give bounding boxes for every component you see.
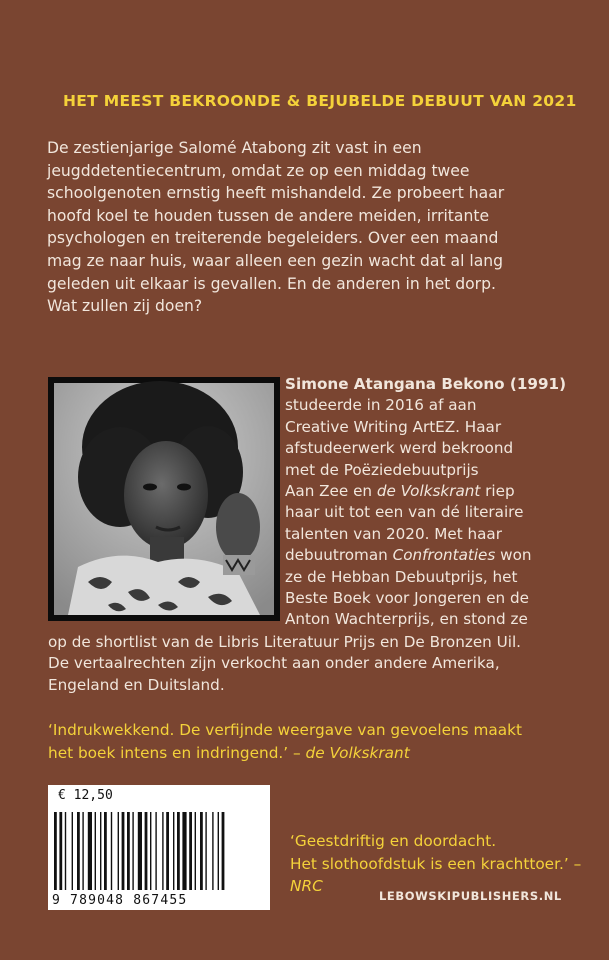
quote-text: Het slothoofdstuk is een krachttoer.’ –: [290, 854, 582, 873]
synopsis-line: Wat zullen zij doen?: [47, 297, 203, 316]
newspaper-title: de Volkskrant: [376, 482, 481, 501]
barcode: [52, 812, 268, 892]
bio-line: haar uit tot een van dé literaire: [285, 503, 524, 522]
bio-text: Aan Zee en: [285, 482, 377, 501]
synopsis-line: geleden uit elkaar is gevallen. En de anderen in het dorp.: [47, 274, 496, 293]
quote-source: NRC: [290, 877, 323, 895]
quote-line: ‘Indrukwekkend. De verfijnde weergave van gevoelens maakt: [48, 721, 523, 739]
bio-text: won: [495, 546, 532, 565]
synopsis-line: De zestienjarige Salomé Atabong zit vast in een: [47, 139, 422, 157]
bio-line: afstudeerwerk werd bekroond: [285, 439, 514, 458]
author-bio-continued: [48, 632, 588, 696]
bio-line: De vertaalrechten zijn verkocht aan onder andere Amerika,: [48, 654, 500, 673]
quote-line: [48, 742, 578, 765]
publisher-url: LEBOWSKIPUBLISHERS.NL: [379, 889, 562, 903]
bio-line: Anton Wachterprijs, en stond ze: [285, 610, 528, 629]
bio-line: [285, 545, 575, 566]
synopsis-line: mag ze naar huis, waar alleen een gezin wacht dat al lang: [47, 251, 504, 270]
bio-line: studeerde in 2016 af aan: [285, 396, 477, 415]
synopsis-line: hoofd koel te houden tussen de andere meiden, irritante: [47, 206, 490, 225]
synopsis-line: schoolgenoten ernstig heeft mishandeld. Ze probeert haar: [47, 184, 505, 203]
author-bio: [285, 374, 575, 631]
bio-line: [285, 481, 575, 502]
bio-line: Creative Writing ArtEZ. Haar: [285, 417, 502, 436]
headline: HET MEEST BEKROONDE & BEJUBELDE DEBUUT VAN 2021: [63, 92, 577, 110]
bio-line: met de Poëziedebuutprijs: [285, 460, 479, 479]
bio-line: Beste Boek voor Jongeren en de: [285, 589, 529, 608]
bio-line: Engeland en Duitsland.: [48, 675, 225, 694]
review-quote-volkskrant: [48, 719, 578, 764]
bio-line: talenten van 2020. Met haar: [285, 524, 502, 543]
synopsis: [47, 137, 567, 318]
isbn-number: 9 789048 867455: [52, 893, 188, 908]
quote-line: ‘Geestdriftig en doordacht.: [290, 832, 497, 850]
price-label: € 12,50: [52, 787, 144, 805]
author-photo: [48, 377, 280, 621]
bio-text: debuutroman: [285, 546, 393, 565]
bio-line: op de shortlist van de Libris Literatuur Prijs en De Bronzen Uil.: [48, 633, 522, 651]
bio-text: riep: [480, 482, 515, 501]
bio-line: ze de Hebban Debuutprijs, het: [285, 567, 518, 586]
quote-text: het boek intens en indringend.’ –: [48, 743, 306, 762]
book-title: Confrontaties: [392, 546, 496, 565]
synopsis-line: psychologen en treiterende begeleiders. Over een maand: [47, 229, 499, 248]
synopsis-line: jeugddetentiecentrum, omdat ze op een middag twee: [47, 161, 470, 180]
review-quote-nrc: [290, 830, 590, 898]
author-name: Simone Atangana Bekono (1991): [285, 375, 567, 393]
quote-source: de Volkskrant: [305, 743, 410, 762]
